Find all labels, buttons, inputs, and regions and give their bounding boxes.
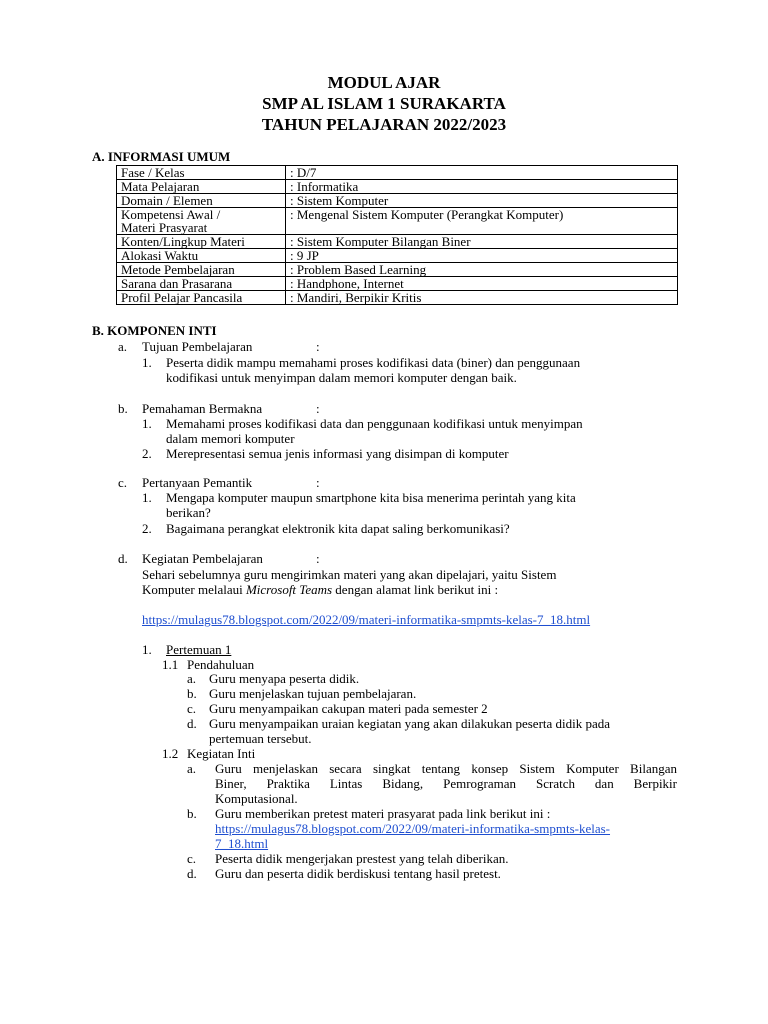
paragraph: Sehari sebelumnya guru mengirimkan materi yang akan dipelajari, yaitu Sistem [142,567,557,582]
pretest-link-cont[interactable]: 7_18.html [215,836,269,851]
table-key [117,208,286,235]
materi-link[interactable]: https://mulagus78.blogspot.com/2022/09/materi-informatika-smpmts-kelas-7_18.html [142,612,591,627]
list-item: Memahami proses kodifikasi data dan penggunaan kodifikasi untuk menyimpan [166,416,583,431]
list-item-cont: Komputasional. [215,791,298,806]
pretest-link[interactable]: https://mulagus78.blogspot.com/2022/09/materi-informatika-smpmts-kelas- [215,821,611,836]
info-table [116,165,678,305]
table-key: Profil Pelajar Pancasila [117,291,286,305]
table-row [117,249,678,263]
table-value: : Sistem Komputer [286,194,678,208]
list-marker: d. [118,551,128,566]
table-row [117,277,678,291]
list-number: 1. [142,642,152,657]
subsection-title: Pertanyaan Pemantik [142,475,253,490]
colon: : [316,475,320,490]
list-marker: b. [187,686,197,701]
table-key: Domain / Elemen [117,194,286,208]
table-row [117,208,678,235]
list-marker: c. [187,851,197,866]
list-number: 1. [142,416,152,431]
list-item: Guru menjelaskan secara singkat tentang konsep Sistem Komputer Bilangan [215,761,677,776]
subsection-title: Pendahuluan [187,657,255,672]
table-key: Fase / Kelas [117,166,286,180]
list-item: Peserta didik mampu memahami proses kodifikasi data (biner) dan penggunaan [166,355,581,370]
list-item: Merepresentasi semua jenis informasi yang disimpan di komputer [166,446,509,461]
list-item: Guru menyampaikan cakupan materi pada semester 2 [209,701,488,716]
list-number: 2. [142,446,152,461]
list-marker: d. [187,866,197,881]
list-marker: c. [187,701,197,716]
table-row [117,291,678,305]
subsection-title: Kegiatan Inti [187,746,256,761]
list-marker: d. [187,716,197,731]
table-value: : 9 JP [286,249,678,263]
table-row [117,235,678,249]
table-value: : Mandiri, Berpikir Kritis [286,291,678,305]
table-value: : Handphone, Internet [286,277,678,291]
table-key: Konten/Lingkup Materi [117,235,286,249]
section-b-heading: B. KOMPONEN INTI [92,323,217,338]
list-item: Peserta didik mengerjakan prestest yang telah diberikan. [215,851,509,866]
list-item: Guru memberikan pretest materi prasyarat pada link berikut ini : [215,806,551,821]
academic-year: TAHUN PELAJARAN 2022/2023 [261,115,507,134]
list-item: Guru dan peserta didik berdiskusi tentang hasil pretest. [215,866,501,881]
colon: : [316,551,320,566]
colon: : [316,401,320,416]
list-item-cont: pertemuan tersebut. [209,731,312,746]
list-marker: a. [187,671,197,686]
list-marker: b. [118,401,128,416]
list-item-cont: kodifikasi untuk menyimpan dalam memori komputer dengan baik. [166,370,517,385]
list-marker: a. [187,761,197,776]
paragraph-text: Komputer melalaui [142,582,246,597]
list-item: Guru menyapa peserta didik. [209,671,360,686]
table-key: Alokasi Waktu [117,249,286,263]
list-item: Guru menyampaikan uraian kegiatan yang akan dilakukan peserta didik pada [209,716,611,731]
colon: : [316,339,320,354]
paragraph [142,582,498,597]
subsection-title: Kegiatan Pembelajaran [142,551,263,566]
list-number: 1.1 [162,657,179,672]
list-number: 1. [142,490,152,505]
school-name: SMP AL ISLAM 1 SURAKARTA [262,94,506,113]
table-key: Mata Pelajaran [117,180,286,194]
subsection-title: Tujuan Pembelajaran [142,339,253,354]
table-key-line2: Materi Prasyarat [121,220,208,235]
subsection-title: Pemahaman Bermakna [142,401,263,416]
list-item: Guru menjelaskan tujuan pembelajaran. [209,686,417,701]
list-item-cont: Biner, Praktika Lintas Bidang, Pemrograman Scratch dan Berpikir [215,776,677,791]
product-name: Microsoft Teams [245,582,333,597]
meeting-title: Pertemuan 1 [166,642,232,657]
table-key: Metode Pembelajaran [117,263,286,277]
table-row [117,194,678,208]
section-a-heading: A. INFORMASI UMUM [92,149,231,164]
table-key-line1: Kompetensi Awal / [121,207,221,222]
list-item: Mengapa komputer maupun smartphone kita bisa menerima perintah yang kita [166,490,576,505]
list-marker: c. [118,475,128,490]
list-number: 2. [142,521,152,536]
table-row [117,263,678,277]
table-key: Sarana dan Prasarana [117,277,286,291]
table-row [117,166,678,180]
table-value: : Mengenal Sistem Komputer (Perangkat Komputer) [286,208,678,235]
paragraph-text: dengan alamat link berikut ini : [332,582,499,597]
list-marker: a. [118,339,128,354]
list-number: 1. [142,355,152,370]
list-item-cont: berikan? [166,505,211,520]
table-value: : Sistem Komputer Bilangan Biner [286,235,678,249]
doc-title: MODUL AJAR [327,73,441,92]
list-item-cont: dalam memori komputer [166,431,295,446]
list-number: 1.2 [162,746,179,761]
table-row [117,180,678,194]
list-item: Bagaimana perangkat elektronik kita dapat saling berkomunikasi? [166,521,510,536]
table-value: : Informatika [286,180,678,194]
table-value: : Problem Based Learning [286,263,678,277]
list-marker: b. [187,806,197,821]
table-value: : D/7 [286,166,678,180]
